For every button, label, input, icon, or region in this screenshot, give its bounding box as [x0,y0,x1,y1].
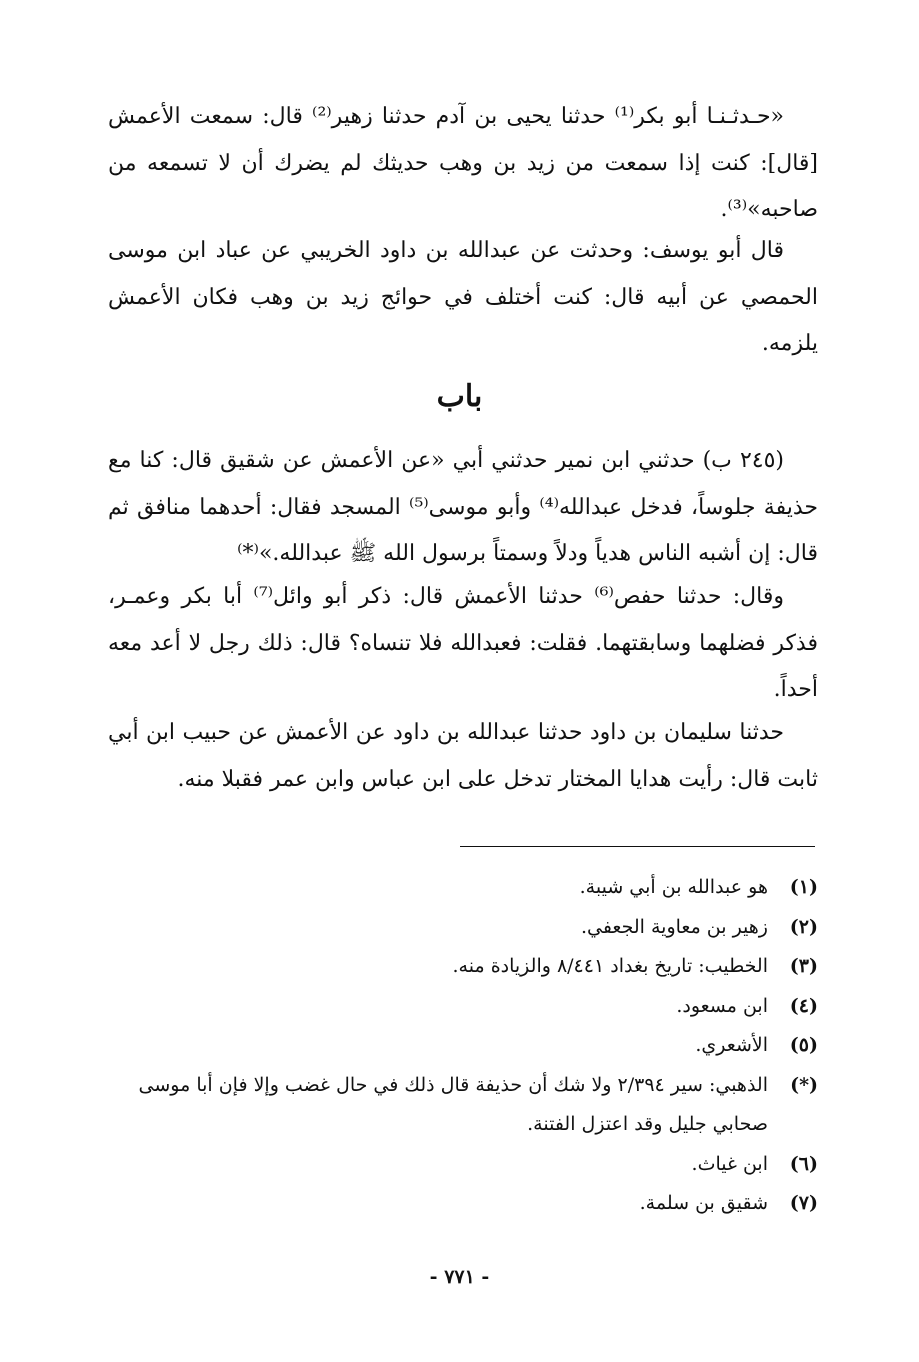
paragraph-1: «حـدثـنـا أبو بكر⁽¹⁾ حدثنا يحيى بن آدم حدثنا زهير⁽²⁾ قال: سمعت الأعمش [قال]: كنت إذا سمعت من زيد بن وهب حديثك لم يضرك أن لا تسمعه من صاحبه»⁽³⁾. [108,104,818,222]
main-text-block [108,574,818,714]
footnote [108,1145,818,1185]
footnote-text: الذهبي: سير ٢/٣٩٤ ولا شك أن حذيفة قال ذلك في حال غضب وإلا فإن أبا موسى صحابي جليل وقد اعتزل الفتنة. [138,1073,768,1135]
paragraph-3: (٢٤٥ ب) حدثني ابن نمير حدثني أبي «عن الأعمش عن شقيق قال: كنا مع حذيفة جلوساً، فدخل عبدالله⁽⁴⁾ وأبو موسى⁽⁵⁾ المسجد فقال: أحدهما منافق ثم قال: إن أشبه الناس هدياً ودلاً وسمتاً برسول الله ﷺ عبدالله.»⁽*⁾ [108,448,818,566]
footnote-marker: (٦) [789,1152,818,1175]
footnote-marker: (*) [790,1073,818,1096]
paragraph-4: وقال: حدثنا حفص⁽⁶⁾ حدثنا الأعمش قال: ذكر أبو وائل⁽⁷⁾ أبا بكر وعمـر، فذكر فضلهما وسابقتهما. فقلت: فعبدالله فلا تنساه؟ قال: ذلك رجل لا أعد معه أحداً. [108,584,818,702]
main-text-block [108,94,818,234]
footnote-marker: (١) [789,876,818,898]
footnote-text: زهير بن معاوية الجعفي. [580,915,768,938]
footnote [108,908,818,948]
footnote-divider [460,846,815,847]
section-heading: باب [436,379,483,414]
footnote-text: الأشعري. [695,1034,768,1056]
footnote-text: هو عبدالله بن أبي شيبة. [579,876,768,898]
footnote [108,1184,818,1224]
paragraph-2: قال أبو يوسف: وحدثت عن عبدالله بن داود الخريبي عن عباد ابن موسى الحمصي عن أبيه قال: كنت أختلف في حوائج زيد بن وهب فكان الأعمش يلزمه. [108,238,818,356]
footnote [108,1026,818,1066]
footnote [108,868,818,908]
main-text-block [108,228,818,368]
footnote-text: شقيق بن سلمة. [639,1192,768,1214]
footnote-marker: (٤) [789,994,818,1017]
main-text-block [108,438,818,578]
footnote [108,987,818,1027]
main-text-block [108,710,818,803]
page-number: - ٧٧١ - [429,1266,490,1288]
footnote-marker: (٢) [789,915,818,938]
paragraph-5: حدثنا سليمان بن داود حدثنا عبدالله بن داود عن الأعمش عن حبيب ابن أبي ثابت قال: رأيت هدايا المختار تدخل على ابن عباس وابن عمر فقبلا منه. [108,720,818,792]
footnote [108,1066,818,1145]
footnote-marker: (٥) [789,1034,818,1056]
footnote-text: ابن غياث. [691,1152,768,1175]
footnotes-section [108,868,818,1224]
footnote-text: ابن مسعود. [676,994,768,1017]
footnote [108,947,818,987]
footnote-marker: (٣) [789,955,818,977]
footnote-text: الخطيب: تاريخ بغداد ٨/٤٤١ والزيادة منه. [452,955,768,977]
footnote-marker: (٧) [789,1192,818,1214]
